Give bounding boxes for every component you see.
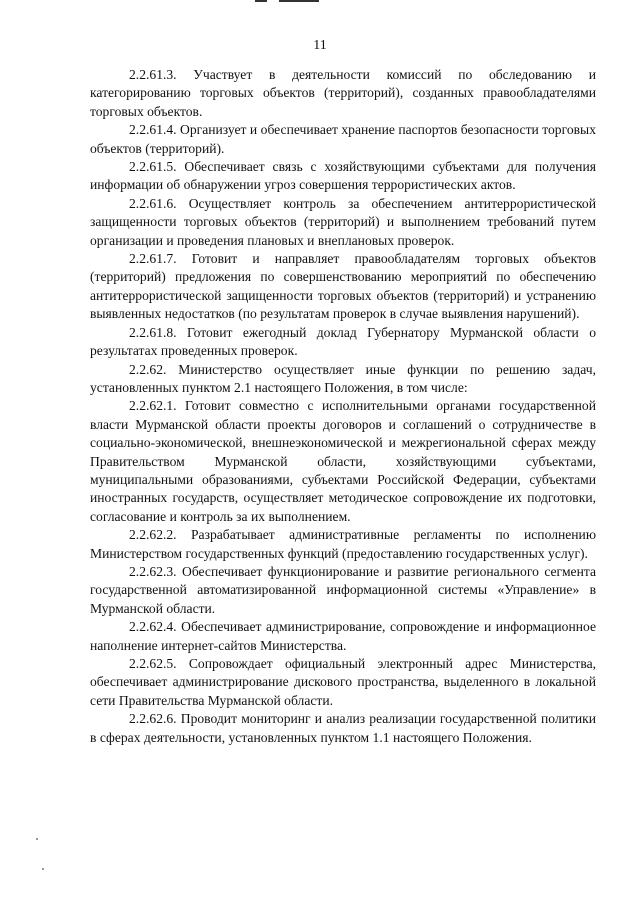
page-number: 11	[313, 38, 327, 53]
paragraph: 2.2.62.3. Обеспечивает функционирование и развитие регионального сегмента государственной автоматизированной информационной системы «Управление» в Мурманской области.	[90, 563, 596, 616]
paragraph: 2.2.62.2. Разрабатывает административные регламенты по исполнению Министерством государственных функций (предоставлению государственных услуг).	[90, 527, 596, 561]
scan-speck	[42, 868, 44, 870]
paragraph: 2.2.61.3. Участвует в деятельности комиссий по обследованию и категорированию торговых объектов (территорий), созданных правообладателями торговых объектов.	[90, 67, 596, 119]
paragraph: 2.2.62. Министерство осуществляет иные функции по решению задач, установленных пунктом 2.1 настоящего Положения, в том числе:	[90, 361, 596, 395]
paragraph: 2.2.62.4. Обеспечивает администрирование, сопровождение и информационное наполнение интернет-сайтов Министерства.	[90, 619, 596, 653]
scan-marks	[255, 0, 335, 3]
paragraph: 2.2.62.1. Готовит совместно с исполнительными органами государственной власти Мурманской области проекты договоров и соглашений о сотрудничестве в социально-экономической, внешнеэкономической и межрегиональной сферах между Правительством Мурманской области, хозяйствующими субъектами, муниципальными образованиями, субъектами Российской Федерации, субъектами иностранных государств, осуществляет методическое сопровождение их подготовки, согласование и контроль за их выполнением.	[90, 398, 596, 524]
paragraph: 2.2.62.6. Проводит мониторинг и анализ реализации государственной политики в сферах деятельности, установленных пунктом 1.1 настоящего Положения.	[90, 711, 596, 745]
scan-speck	[36, 838, 38, 840]
paragraph: 2.2.61.6. Осуществляет контроль за обеспечением антитеррористической защищенности торговых объектов (территорий) и выполнением требований путем организации и проведения плановых и внеплановых проверок.	[90, 195, 596, 248]
paragraph: 2.2.62.5. Сопровождает официальный электронный адрес Министерства, обеспечивает администрирование дискового пространства, выделенного в локальной сети Правительства Мурманской области.	[90, 656, 596, 708]
paragraph: 2.2.61.4. Организует и обеспечивает хранение паспортов безопасности торговых объектов (территорий).	[90, 122, 596, 156]
document-body	[90, 66, 596, 747]
paragraph: 2.2.61.5. Обеспечивает связь с хозяйствующими субъектами для получения информации об обнаружении угроз совершения террористических актов.	[90, 159, 596, 193]
paragraph: 2.2.61.8. Готовит ежегодный доклад Губернатору Мурманской области о результатах проведенных проверок.	[90, 324, 596, 359]
paragraph: 2.2.61.7. Готовит и направляет правообладателям торговых объектов (территорий) предложения по совершенствованию мероприятий по обеспечению антитеррористической защищенности торговых объектов (территорий) и устранению выявленных недостатков (по результатам проверок в случае выявления нарушений).	[90, 251, 596, 322]
